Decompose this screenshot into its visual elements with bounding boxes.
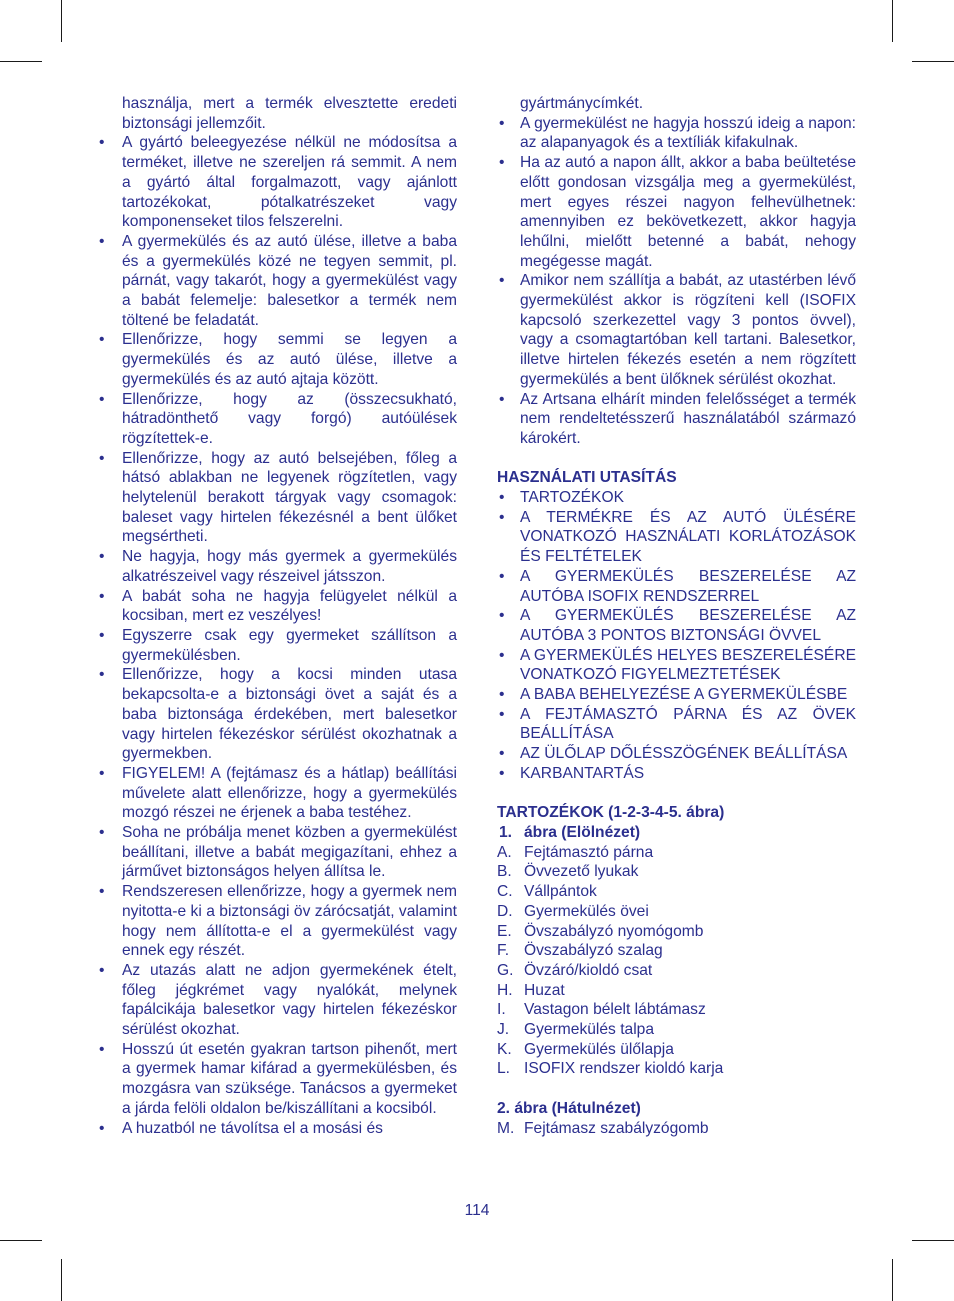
- part-key: A.: [497, 843, 512, 861]
- part-label: Övszabályzó nyomógomb: [524, 922, 704, 940]
- part-item: [497, 843, 856, 863]
- part-label: Huzat: [524, 981, 565, 999]
- list-item: • Az utazás alatt ne adjon gyermekének ételt, főleg jégkrémet vagy nyalókát, melynek fapálcikája balesetkor vagy hirtelen fékezéskor sérülést okozhat.: [96, 961, 457, 1040]
- figure2-parts-list: [497, 1119, 856, 1139]
- part-label: Övzáró/kioldó csat: [524, 961, 653, 979]
- part-item: [497, 1059, 856, 1079]
- continued-text: használja, mert a termék elvesztette eredeti biztonsági jellemzőit.: [122, 95, 457, 132]
- part-item: [497, 902, 856, 922]
- figure1-title: ábra (Elölnézet): [524, 823, 641, 841]
- part-key: F.: [497, 942, 510, 960]
- part-label: Vállpántok: [524, 883, 597, 901]
- list-item: • FIGYELEM! A (fejtámasz és a hátlap) beállítási művelete alatt ellenőrizze, hogy a gyermekülés mozgó részei ne érjenek a baba testéhez.: [96, 764, 457, 823]
- part-label: Fejtámasz szabályzógomb: [524, 1119, 709, 1137]
- part-item: [497, 1000, 856, 1020]
- part-key: E.: [497, 922, 512, 940]
- part-item: [497, 1040, 856, 1060]
- contents-item: • A GYERMEKÜLÉS BESZERELÉSE AZ AUTÓBA 3 PONTOS BIZTONSÁGI ÖVVEL: [497, 606, 856, 645]
- part-item: [497, 1119, 856, 1139]
- contents-item: • TARTOZÉKOK: [497, 488, 856, 508]
- figure2-heading: 2. ábra (Hátulnézet): [497, 1099, 641, 1117]
- contents-item: • A GYERMEKÜLÉS BESZERELÉSE AZ AUTÓBA ISOFIX RENDSZERREL: [497, 567, 856, 606]
- figure1-parts-list: [497, 843, 856, 1079]
- part-item: [497, 922, 856, 942]
- list-item: • Rendszeresen ellenőrizze, hogy a gyermek nem nyitotta-e ki a biztonsági öv zárócsatját, valamint hogy nem állította-e el a gyermekülést vagy ennek egy részét.: [96, 882, 457, 961]
- accessories-heading: TARTOZÉKOK (1-2-3-4-5. ábra): [497, 804, 725, 822]
- crop-mark-bottom-right-h: [912, 1240, 954, 1241]
- left-column: [96, 94, 457, 1138]
- crop-mark-top-right-h: [912, 61, 954, 62]
- safety-warnings-list: [96, 133, 457, 1138]
- usage-contents-list: [497, 488, 856, 784]
- part-label: Övvezető lyukak: [524, 863, 639, 881]
- part-key: M.: [497, 1119, 515, 1137]
- contents-item: • A GYERMEKÜLÉS HELYES BESZERELÉSÉRE VONATKOZÓ FIGYELMEZTETÉSEK: [497, 646, 856, 685]
- part-key: D.: [497, 902, 513, 920]
- crop-mark-bottom-left-h: [0, 1240, 42, 1241]
- list-item: • Ellenőrizze, hogy az autó belsejében, főleg a hátsó ablakban ne legyenek rögzítetlen, vagy helytelenül berakott tárgyak vagy csomagok: baleset vagy hirtelen fékezésnél a bent ülőket megsértheti.: [96, 449, 457, 548]
- crop-mark-top-left-v: [61, 0, 62, 42]
- list-item: • A gyermekülést ne hagyja hosszú ideig a napon: az alapanyagok és a textíliák kifakulnak.: [497, 114, 856, 153]
- list-item: • Egyszerre csak egy gyermeket szállítson a gyermekülésben.: [96, 626, 457, 665]
- list-item: • A gyermekülés és az autó ülése, illetve a baba és a gyermekülés közé ne tegyen semmit, pl. párnát, vagy takarót, hogy a gyermekülést vagy a babát felemelje: balesetkor a termék nem töltené be feladatát.: [96, 232, 457, 331]
- list-item: • A huzatból ne távolítsa el a mosási és: [96, 1119, 457, 1139]
- usage-instructions-heading: HASZNÁLATI UTASÍTÁS: [497, 469, 677, 487]
- part-item: [497, 981, 856, 1001]
- list-item: • Ellenőrizze, hogy a kocsi minden utasa bekapcsolta-e a biztonsági övet a saját és a baba biztonsága érdekében, mert balesetkor vagy hirtelen fékezéskor sérülést okozhatnak a gyermekben.: [96, 665, 457, 764]
- part-key: J.: [497, 1021, 510, 1039]
- part-label: Fejtámasztó párna: [524, 843, 654, 861]
- list-item: • Az Artsana elhárít minden felelősséget a termék nem rendeltetésszerű használatából származó károkért.: [497, 390, 856, 449]
- list-item: • Ellenőrizze, hogy az (összecsukható, hátradönthető vagy forgó) autóülések rögzítettek-e.: [96, 390, 457, 449]
- part-key: H.: [497, 981, 513, 999]
- figure1-number: 1.: [499, 823, 513, 841]
- part-key: K.: [497, 1040, 512, 1058]
- part-label: Vastagon bélelt lábtámasz: [524, 1001, 706, 1019]
- part-key: C.: [497, 883, 513, 901]
- list-item: • Ha az autó a napon állt, akkor a baba beültetése előtt gondosan vizsgálja meg a gyermekülést, mert egyes részei nagyon felhevülhetnek: amennyiben ez bekövetkezett, akkor hagyja lehűlni, mielőtt betenné a babát, nehogy megégesse magát.: [497, 153, 856, 271]
- part-item: [497, 882, 856, 902]
- list-item: • Ellenőrizze, hogy semmi se legyen a gyermekülés és az autó ülése, illetve a gyermekülés és az autó ajtaja között.: [96, 330, 457, 389]
- contents-item: • A TERMÉKRE ÉS AZ AUTÓ ÜLÉSÉRE VONATKOZÓ HASZNÁLATI KORLÁTOZÁSOK ÉS FELTÉTELEK: [497, 508, 856, 567]
- part-key: B.: [497, 863, 512, 881]
- crop-mark-top-right-v: [892, 0, 893, 42]
- page-number: 114: [464, 1202, 490, 1219]
- list-item: • A gyártó beleegyezése nélkül ne módosítsa a terméket, illetve ne szereljen rá semmit. A nem a gyártó által forgalmazott, vagy ajánlott tartozékokat, pótalkatrészeket vagy komponenseket tilos felszerelni.: [96, 133, 457, 232]
- part-item: [497, 862, 856, 882]
- part-item: [497, 1020, 856, 1040]
- list-item: • Ne hagyja, hogy más gyermek a gyermekülés alkatrészeivel vagy részeivel játsszon.: [96, 547, 457, 586]
- part-item: [497, 941, 856, 961]
- continued-text: gyártmánycímkét.: [520, 95, 644, 112]
- part-label: Gyermekülés ülőlapja: [524, 1040, 674, 1058]
- right-column: [497, 94, 856, 1138]
- crop-mark-bottom-right-v: [892, 1259, 893, 1301]
- figure1-heading: [497, 823, 856, 843]
- part-label: ISOFIX rendszer kioldó karja: [524, 1060, 724, 1078]
- part-label: Övszabályzó szalag: [524, 942, 663, 960]
- crop-mark-bottom-left-v: [61, 1259, 62, 1301]
- part-key: L.: [497, 1060, 511, 1078]
- crop-mark-top-left-h: [0, 61, 42, 62]
- part-item: [497, 961, 856, 981]
- list-item: • Amikor nem szállítja a babát, az utastérben lévő gyermekülést akkor is rögzíteni kell (ISOFIX kapcsoló szerkezettel vagy 3 pontos övvel), vagy a csomagtartóban kell tartani. Balesetkor, illetve hirtelen fékezés esetén a nem rögzített gyermekülés a bent ülőknek sérülést okozhat.: [497, 271, 856, 389]
- part-label: Gyermekülés talpa: [524, 1021, 655, 1039]
- contents-item: • AZ ÜLŐLAP DŐLÉSSZÖGÉNEK BEÁLLÍTÁSA: [497, 744, 856, 764]
- list-item: • Hosszú út esetén gyakran tartson pihenőt, mert a gyermek hamar kifárad a gyermekülésben, és mozgásra van szüksége. Tanácsos a gyermeket a járda felöli oldalon be/kiszállítani a kocsiból.: [96, 1040, 457, 1119]
- safety-warnings-list-continued: [497, 114, 856, 449]
- part-label: Gyermekülés övei: [524, 902, 649, 920]
- list-item: • Soha ne próbálja menet közben a gyermekülést beállítani, illetve a babát megigazítani, ehhez a járművet biztonságos helyen állítsa le.: [96, 823, 457, 882]
- contents-item: • A BABA BEHELYEZÉSE A GYERMEKÜLÉSBE: [497, 685, 856, 705]
- contents-item: • A FEJTÁMASZTÓ PÁRNA ÉS AZ ÖVEK BEÁLLÍTÁSA: [497, 705, 856, 744]
- contents-item: • KARBANTARTÁS: [497, 764, 856, 784]
- list-item: • A babát soha ne hagyja felügyelet nélkül a kocsiban, mert ez veszélyes!: [96, 587, 457, 626]
- part-key: I.: [497, 1001, 506, 1019]
- part-key: G.: [497, 961, 514, 979]
